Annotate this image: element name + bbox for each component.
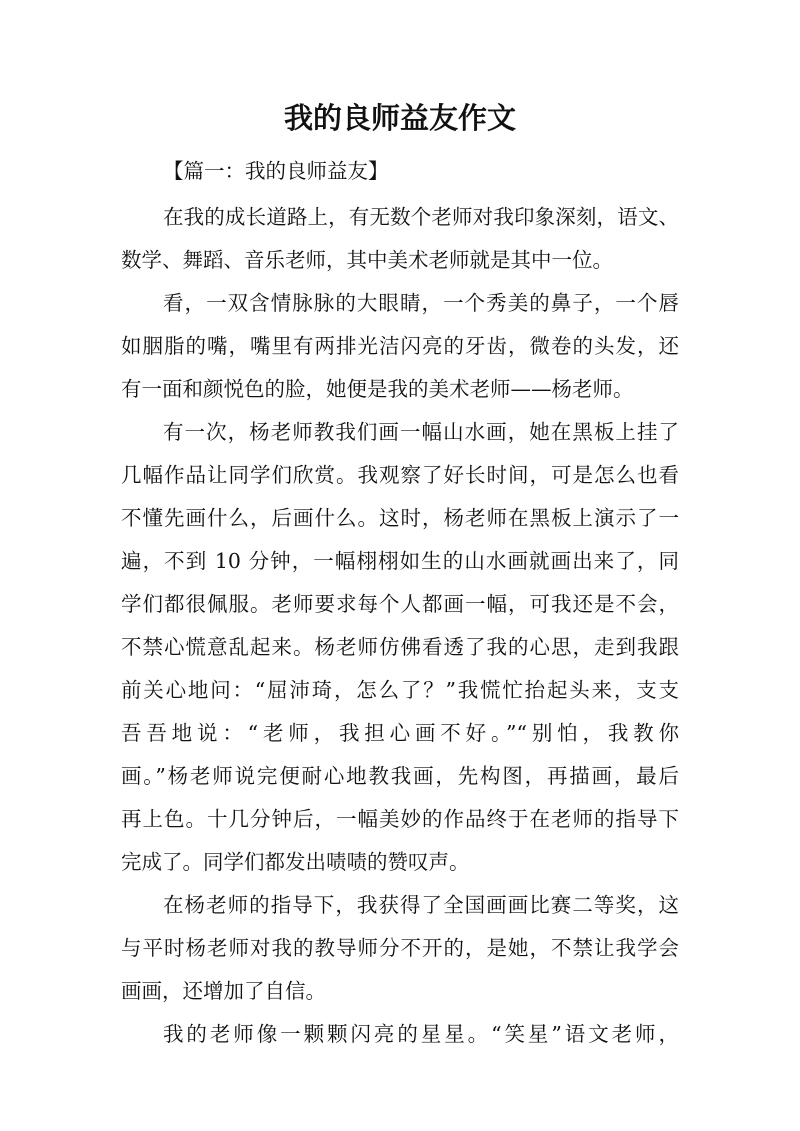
text-line: 遍，不到 10 分钟，一幅栩栩如生的山水画就画出来了，同 <box>121 549 679 573</box>
text-line: 再上色。十几分钟后，一幅美妙的作品终于在老师的指导下 <box>121 807 679 831</box>
text-line: 画。”杨老师说完便耐心地教我画，先构图，再描画，最后 <box>121 764 679 788</box>
text-line: 数学、舞蹈、音乐老师，其中美术老师就是其中一位。 <box>121 248 613 272</box>
text-line: 吾吾地说：“老师，我担心画不好。”“别怕，我教你 <box>121 721 679 745</box>
text-line: 不禁心慌意乱起来。杨老师仿佛看透了我的心思，走到我跟 <box>121 635 679 659</box>
section-heading: 【篇一：我的良师益友】 <box>163 159 389 183</box>
text-line: 不懂先画什么，后画什么。这时，杨老师在黑板上演示了一 <box>121 506 679 530</box>
document-title: 我的良师益友作文 <box>283 101 516 135</box>
text-line: 学们都很佩服。老师要求每个人都画一幅，可我还是不会， <box>121 592 679 616</box>
text-line: 前关心地问：“屈沛琦，怎么了？”我慌忙抬起头来，支支 <box>121 678 679 702</box>
text-line: 画画，还增加了自信。 <box>121 979 326 1003</box>
text-line: 看，一双含情脉脉的大眼睛，一个秀美的鼻子，一个唇 <box>163 291 679 315</box>
text-line: 完成了。同学们都发出啧啧的赞叹声。 <box>121 850 470 874</box>
text-line: 有一面和颜悦色的脸，她便是我的美术老师——杨老师。 <box>121 377 634 401</box>
text-line: 有一次，杨老师教我们画一幅山水画，她在黑板上挂了 <box>163 420 679 444</box>
text-line: 在我的成长道路上，有无数个老师对我印象深刻，语文、 <box>163 205 679 229</box>
text-line: 在杨老师的指导下，我获得了全国画画比赛二等奖，这 <box>163 893 679 917</box>
text-line: 与平时杨老师对我的教导师分不开的，是她，不禁让我学会 <box>121 936 679 960</box>
text-line: 几幅作品让同学们欣赏。我观察了好长时间，可是怎么也看 <box>121 463 679 487</box>
text-line: 我的老师像一颗颗闪亮的星星。“笑星”语文老师， <box>163 1022 679 1046</box>
text-line: 如胭脂的嘴，嘴里有两排光洁闪亮的牙齿，微卷的头发，还 <box>121 334 679 358</box>
